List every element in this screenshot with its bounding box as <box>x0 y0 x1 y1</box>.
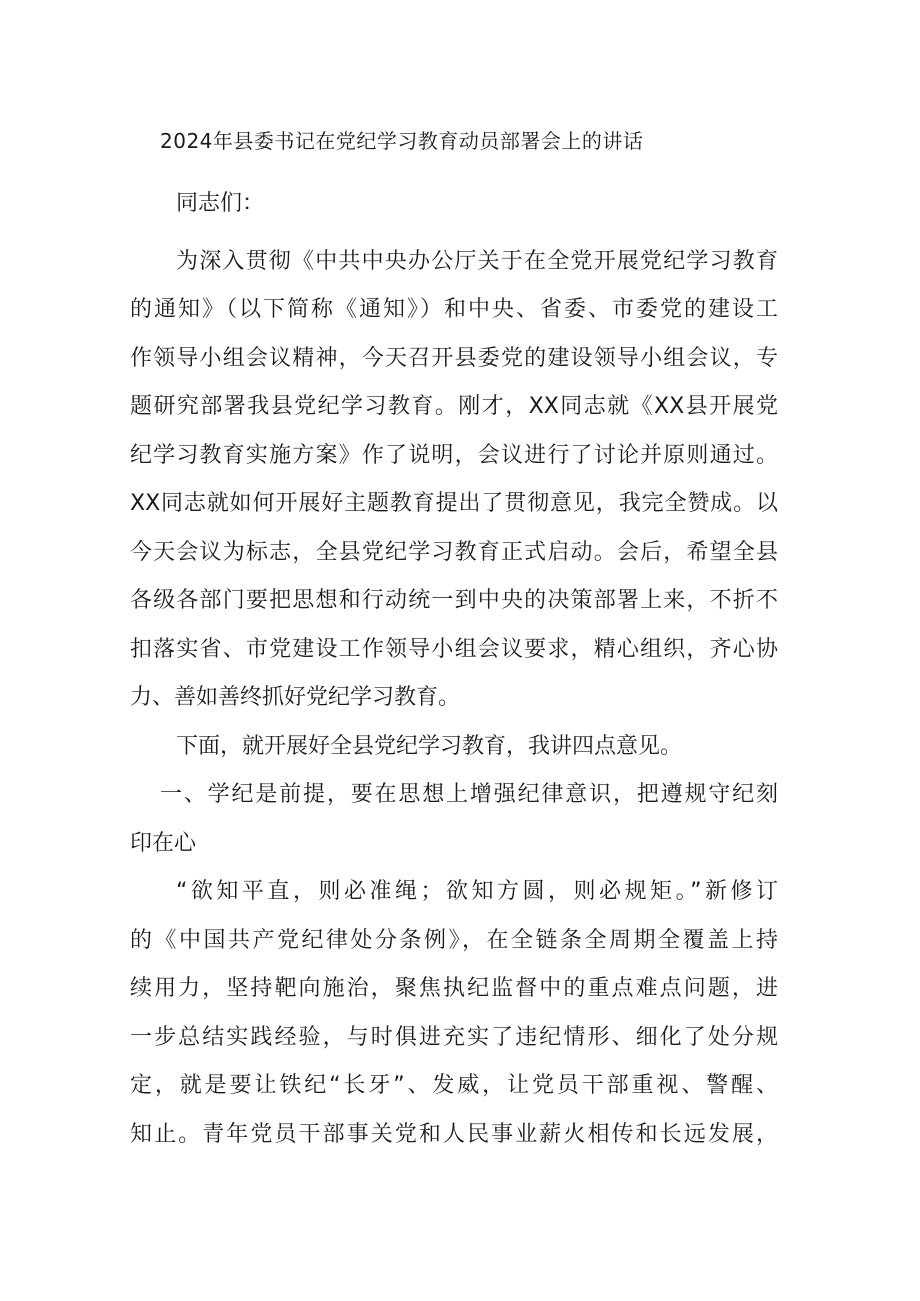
paragraph-line: XX同志就如何开展好主题教育提出了贯彻意见，我完全赞成。以 <box>130 491 778 516</box>
heading-line: 一、学纪是前提，要在思想上增强纪律意识，把遵规守纪刻 <box>160 782 778 807</box>
document-body <box>130 180 778 1159</box>
paragraph-line: 定，就是要让铁纪“长牙”、发威，让党员干部重视、警醒、 <box>130 1073 778 1098</box>
paragraph-line: 续用力，坚持靶向施治，聚焦执纪监督中的重点难点问题，进 <box>130 976 778 1001</box>
paragraph-line: 今天会议为标志，全县党纪学习教育正式启动。会后，希望全县 <box>130 539 778 565</box>
paragraph-line: 力、善如善终抓好党纪学习教育。 <box>130 685 461 710</box>
paragraph-line: 为深入贯彻《中共中央办公厅关于在全党开展党纪学习教育 <box>176 248 778 274</box>
paragraph-line: 作领导小组会议精神，今天召开县委党的建设领导小组会议，专 <box>130 345 778 371</box>
document-title: 2024年县委书记在党纪学习教育动员部署会上的讲话 <box>160 129 644 153</box>
paragraph-line: 的《中国共产党纪律处分条例》，在全链条全周期全覆盖上持 <box>130 927 778 953</box>
paragraph-line: 知止。青年党员干部事关党和人民事业薪火相传和长远发展， <box>130 1121 778 1147</box>
paragraph-line: 各级各部门要把思想和行动统一到中央的决策部署上来，不折不 <box>130 588 778 613</box>
section-heading-1 <box>130 771 778 868</box>
paragraph-outline: 下面，就开展好全县党纪学习教育，我讲四点意见。 <box>176 733 683 759</box>
paragraph-section-1 <box>130 868 778 1159</box>
paragraph-line: “欲知平直，则必准绳；欲知方圆，则必规矩。”新修订 <box>176 879 778 904</box>
paragraph-line: 题研究部署我县党纪学习教育。刚才，XX同志就《XX县开展党 <box>130 394 778 419</box>
salutation: 同志们： <box>176 191 265 216</box>
paragraph-line: 纪学习教育实施方案》作了说明，会议进行了讨论并原则通过。 <box>130 442 778 468</box>
paragraph-line: 一步总结实践经验，与时俱进充实了违纪情形、细化了处分规 <box>130 1024 778 1050</box>
paragraph-line: 的通知》（以下简称《通知》）和中央、省委、市委党的建设工 <box>130 297 778 322</box>
paragraph-line: 扣落实省、市党建设工作领导小组会议要求，精心组织，齐心协 <box>130 636 778 662</box>
paragraph-intro <box>130 238 778 723</box>
heading-line: 印在心 <box>130 830 197 856</box>
